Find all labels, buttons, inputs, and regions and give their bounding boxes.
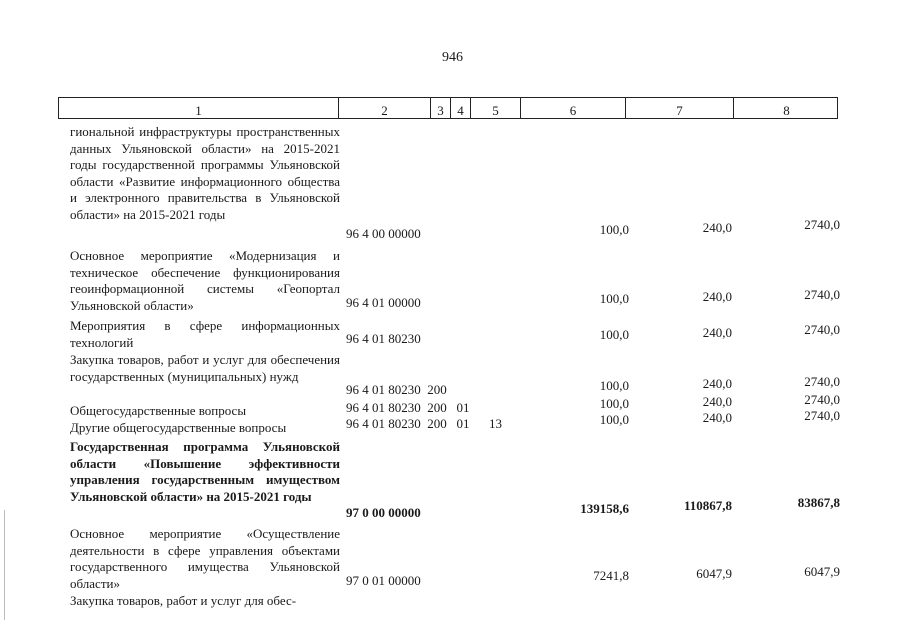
- row-value-col6: 100,0: [599, 396, 629, 411]
- row-value-col7: 6047,9: [696, 566, 732, 581]
- row-description: Закупка товаров, работ и услуг для обес-: [70, 593, 297, 608]
- row-description: гиональной инфраструктуры пространственных данных Ульяновской области» на 2015-2021 годы государственной программы Ульяновской области «Развитие информационного общества и электронного правительства в Ульяновской области» на 2015-2021 годы: [70, 124, 340, 222]
- row-value-col6: 139158,6: [580, 501, 629, 516]
- row-value-col8: 2740,0: [804, 322, 840, 337]
- table-header: [58, 97, 838, 119]
- row-code: 96 4 01 80230 200 01 13: [346, 416, 502, 431]
- row-code: 96 4 01 80230: [346, 331, 421, 346]
- row-code: 97 0 00 00000: [346, 505, 421, 520]
- row-code: 96 4 01 00000: [346, 295, 421, 310]
- row-description: Государственная программа Ульяновской области «Повышение эффективности управления государственным имуществом Ульяновской области» на 2015-2021 годы: [70, 439, 340, 504]
- row-value-col8: 6047,9: [804, 564, 840, 579]
- row-value-col8: 2740,0: [804, 408, 840, 423]
- row-value-col7: 240,0: [702, 289, 732, 304]
- row-code: 96 4 01 80230 200 01: [346, 400, 470, 415]
- header-col-7: 7: [626, 98, 734, 118]
- row-value-col8: 2740,0: [804, 217, 840, 232]
- header-col-6: 6: [521, 98, 626, 118]
- row-code: 96 4 00 00000: [346, 226, 421, 241]
- scan-edge-line: [4, 510, 5, 620]
- row-value-col7: 110867,8: [683, 498, 732, 513]
- header-col-4: 4: [451, 98, 471, 118]
- row-description: Основное мероприятие «Осуществление деятельности в сфере управления объектами государственного имущества Ульяновской области»: [70, 526, 340, 591]
- row-value-col8: 2740,0: [804, 287, 840, 302]
- row-description: Основное мероприятие «Модернизация и техническое обеспечение функционирования геоинформационной системы «Геопортал Ульяновской области»: [70, 248, 340, 313]
- header-col-1: 1: [59, 98, 339, 118]
- row-description: Общегосударственные вопросы: [70, 403, 247, 418]
- header-col-8: 8: [783, 103, 790, 118]
- row-code: 97 0 01 00000: [346, 573, 421, 588]
- row-value-col8: 2740,0: [804, 374, 840, 389]
- header-col-3: 3: [431, 98, 451, 118]
- header-col-2: 2: [339, 98, 431, 118]
- page-number: 946: [442, 50, 463, 65]
- row-value-col7: 240,0: [702, 394, 732, 409]
- row-value-col7: 240,0: [702, 325, 732, 340]
- row-value-col7: 240,0: [702, 220, 732, 235]
- row-value-col8: 2740,0: [804, 392, 840, 407]
- row-value-col6: 100,0: [599, 291, 629, 306]
- row-value-col6: 7241,8: [593, 568, 629, 583]
- row-description: Мероприятия в сфере информационных технологий: [70, 318, 340, 350]
- row-value-col6: 100,0: [599, 412, 629, 427]
- header-col-5: 5: [471, 98, 521, 118]
- row-value-col7: 240,0: [702, 410, 732, 425]
- row-value-col6: 100,0: [599, 327, 629, 342]
- row-description: Закупка товаров, работ и услуг для обеспечения государственных (муниципальных) нужд: [70, 352, 340, 384]
- row-value-col6: 100,0: [599, 378, 629, 393]
- row-value-col7: 240,0: [702, 376, 732, 391]
- row-value-col8: 83867,8: [797, 495, 840, 510]
- row-code: 96 4 01 80230 200: [346, 382, 447, 397]
- row-value-col6: 100,0: [599, 222, 629, 237]
- row-description: Другие общегосударственные вопросы: [70, 420, 287, 435]
